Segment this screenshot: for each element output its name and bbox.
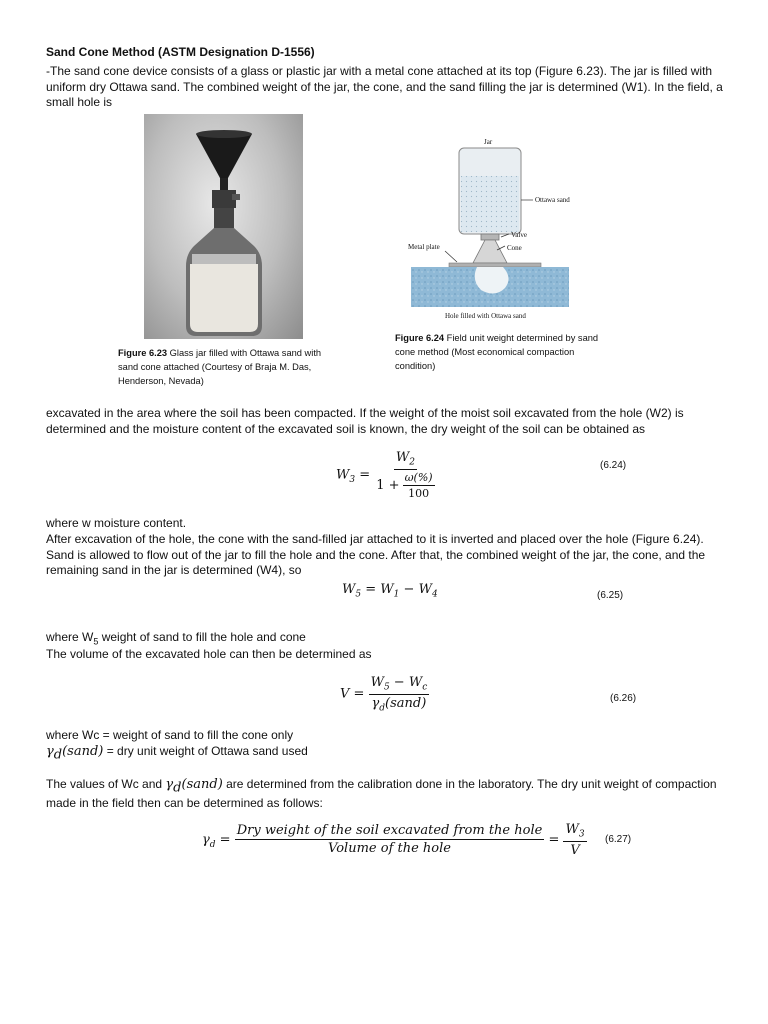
paragraph-3a: where w moisture content. — [46, 516, 187, 530]
paragraph-3b: After excavation of the hole, the cone with the sand-filled jar attached to it is inverted and placed over the hole (Figure 6.24). Sand is allowed to flow out of the jar to fill the hole and the cone. After that, the combined weight of the jar, the cone, and the remaining sand in the jar is determined (W4), so — [46, 532, 706, 577]
figure-6-24-caption — [395, 331, 610, 373]
paragraph-2: excavated in the area where the soil has been compacted. If the weight of the moist soil excavated from the hole (W2) is determined and the moisture content of the excavated soil is known, the dry weight of the soil can be obtained as — [46, 406, 684, 436]
eq-6-27-fraction-short: $\frac{W_3}{V}$ — [565, 822, 585, 858]
sand-cone-diagram-svg — [405, 130, 585, 325]
equation-6-24-number: (6.24) — [600, 460, 627, 471]
jar-photo — [144, 114, 303, 339]
intro-paragraph: -The sand cone device consists of a glass or plastic jar with a metal cone attached at its top (Figure 6.23). The jar is filled with uniform dry Ottawa sand. The combined weight of the jar, the cone, and the sand filling the jar is determined (W1). In the field, a small hole is — [46, 64, 723, 109]
eq-6-26-fraction: $\frac{W_5 - W_c}{\gamma_d(sand)}$ — [370, 675, 428, 714]
figure-6-23-caption — [118, 346, 338, 388]
figure-6-24-number: Figure 6.24 — [395, 333, 445, 343]
label-valve: Valve — [511, 231, 527, 239]
label-ottawa-sand: Ottawa sand — [535, 196, 570, 204]
figure-6-23-text: Glass jar filled with Ottawa sand with sand cone attached (Courtesy of Braja M. Das, Henderson, Nevada) — [118, 348, 322, 386]
figure-6-24-text: Field unit weight determined by sand cone method (Most economical compaction condition) — [395, 333, 599, 371]
equation-6-26: V = $\frac{W_5 - W_c}{\gamma_d(sand)}$ — [340, 675, 428, 714]
label-metal-plate: Metal plate — [408, 243, 440, 251]
sand-cone-diagram — [405, 130, 585, 325]
equation-6-25: $W_5 = W_1 - W_4$ — [342, 582, 438, 600]
figure-6-23-number: Figure 6.23 — [118, 348, 168, 358]
paragraph-5a: where Wc = weight of sand to fill the cone only — [46, 728, 294, 742]
paragraph-6: The values of Wc and $\gamma_d(sand)$ are determined from the calibration done in the laboratory. The dry unit weight of compaction made in the field then can be determined as follows: — [46, 777, 717, 810]
paragraph-4b: The volume of the excavated hole can then be determined as — [46, 647, 372, 661]
eq-6-27-fraction-main: $\frac{\text{Dry weight of the soil excavated from the hole}}{\text{Volume of the hole}}$ — [236, 823, 543, 857]
label-hole: Hole filled with Ottawa sand — [445, 312, 526, 320]
label-cone: Cone — [507, 244, 522, 252]
equation-6-27: $\gamma_d$ = $\frac{\text{Dry weight of the soil excavated from the hole}}{\text{Volume of the hole}}$ = $\frac{W_3}{V}$ — [202, 822, 585, 858]
section-heading: Sand Cone Method (ASTM Designation D-1556) — [46, 45, 315, 59]
equation-6-25-number: (6.25) — [597, 590, 624, 601]
paragraph-5b: $\gamma_d(sand)$ = dry unit weight of Ottawa sand used — [46, 744, 308, 763]
sand-cone-photo-illustration — [144, 114, 303, 339]
label-jar: Jar — [484, 138, 493, 146]
equation-6-26-number: (6.26) — [610, 693, 637, 704]
eq-6-24-fraction: $W_2$ 1 + $\frac{\omega(\%)}{100}$ — [376, 450, 433, 500]
paragraph-4a: where $W_5$ weight of sand to fill the hole and cone — [46, 630, 306, 647]
equation-6-24: $W_3$ = $W_2$ 1 + $\frac{\omega(\%)}{100}$ — [336, 450, 437, 500]
equation-6-27-number: (6.27) — [605, 834, 632, 845]
